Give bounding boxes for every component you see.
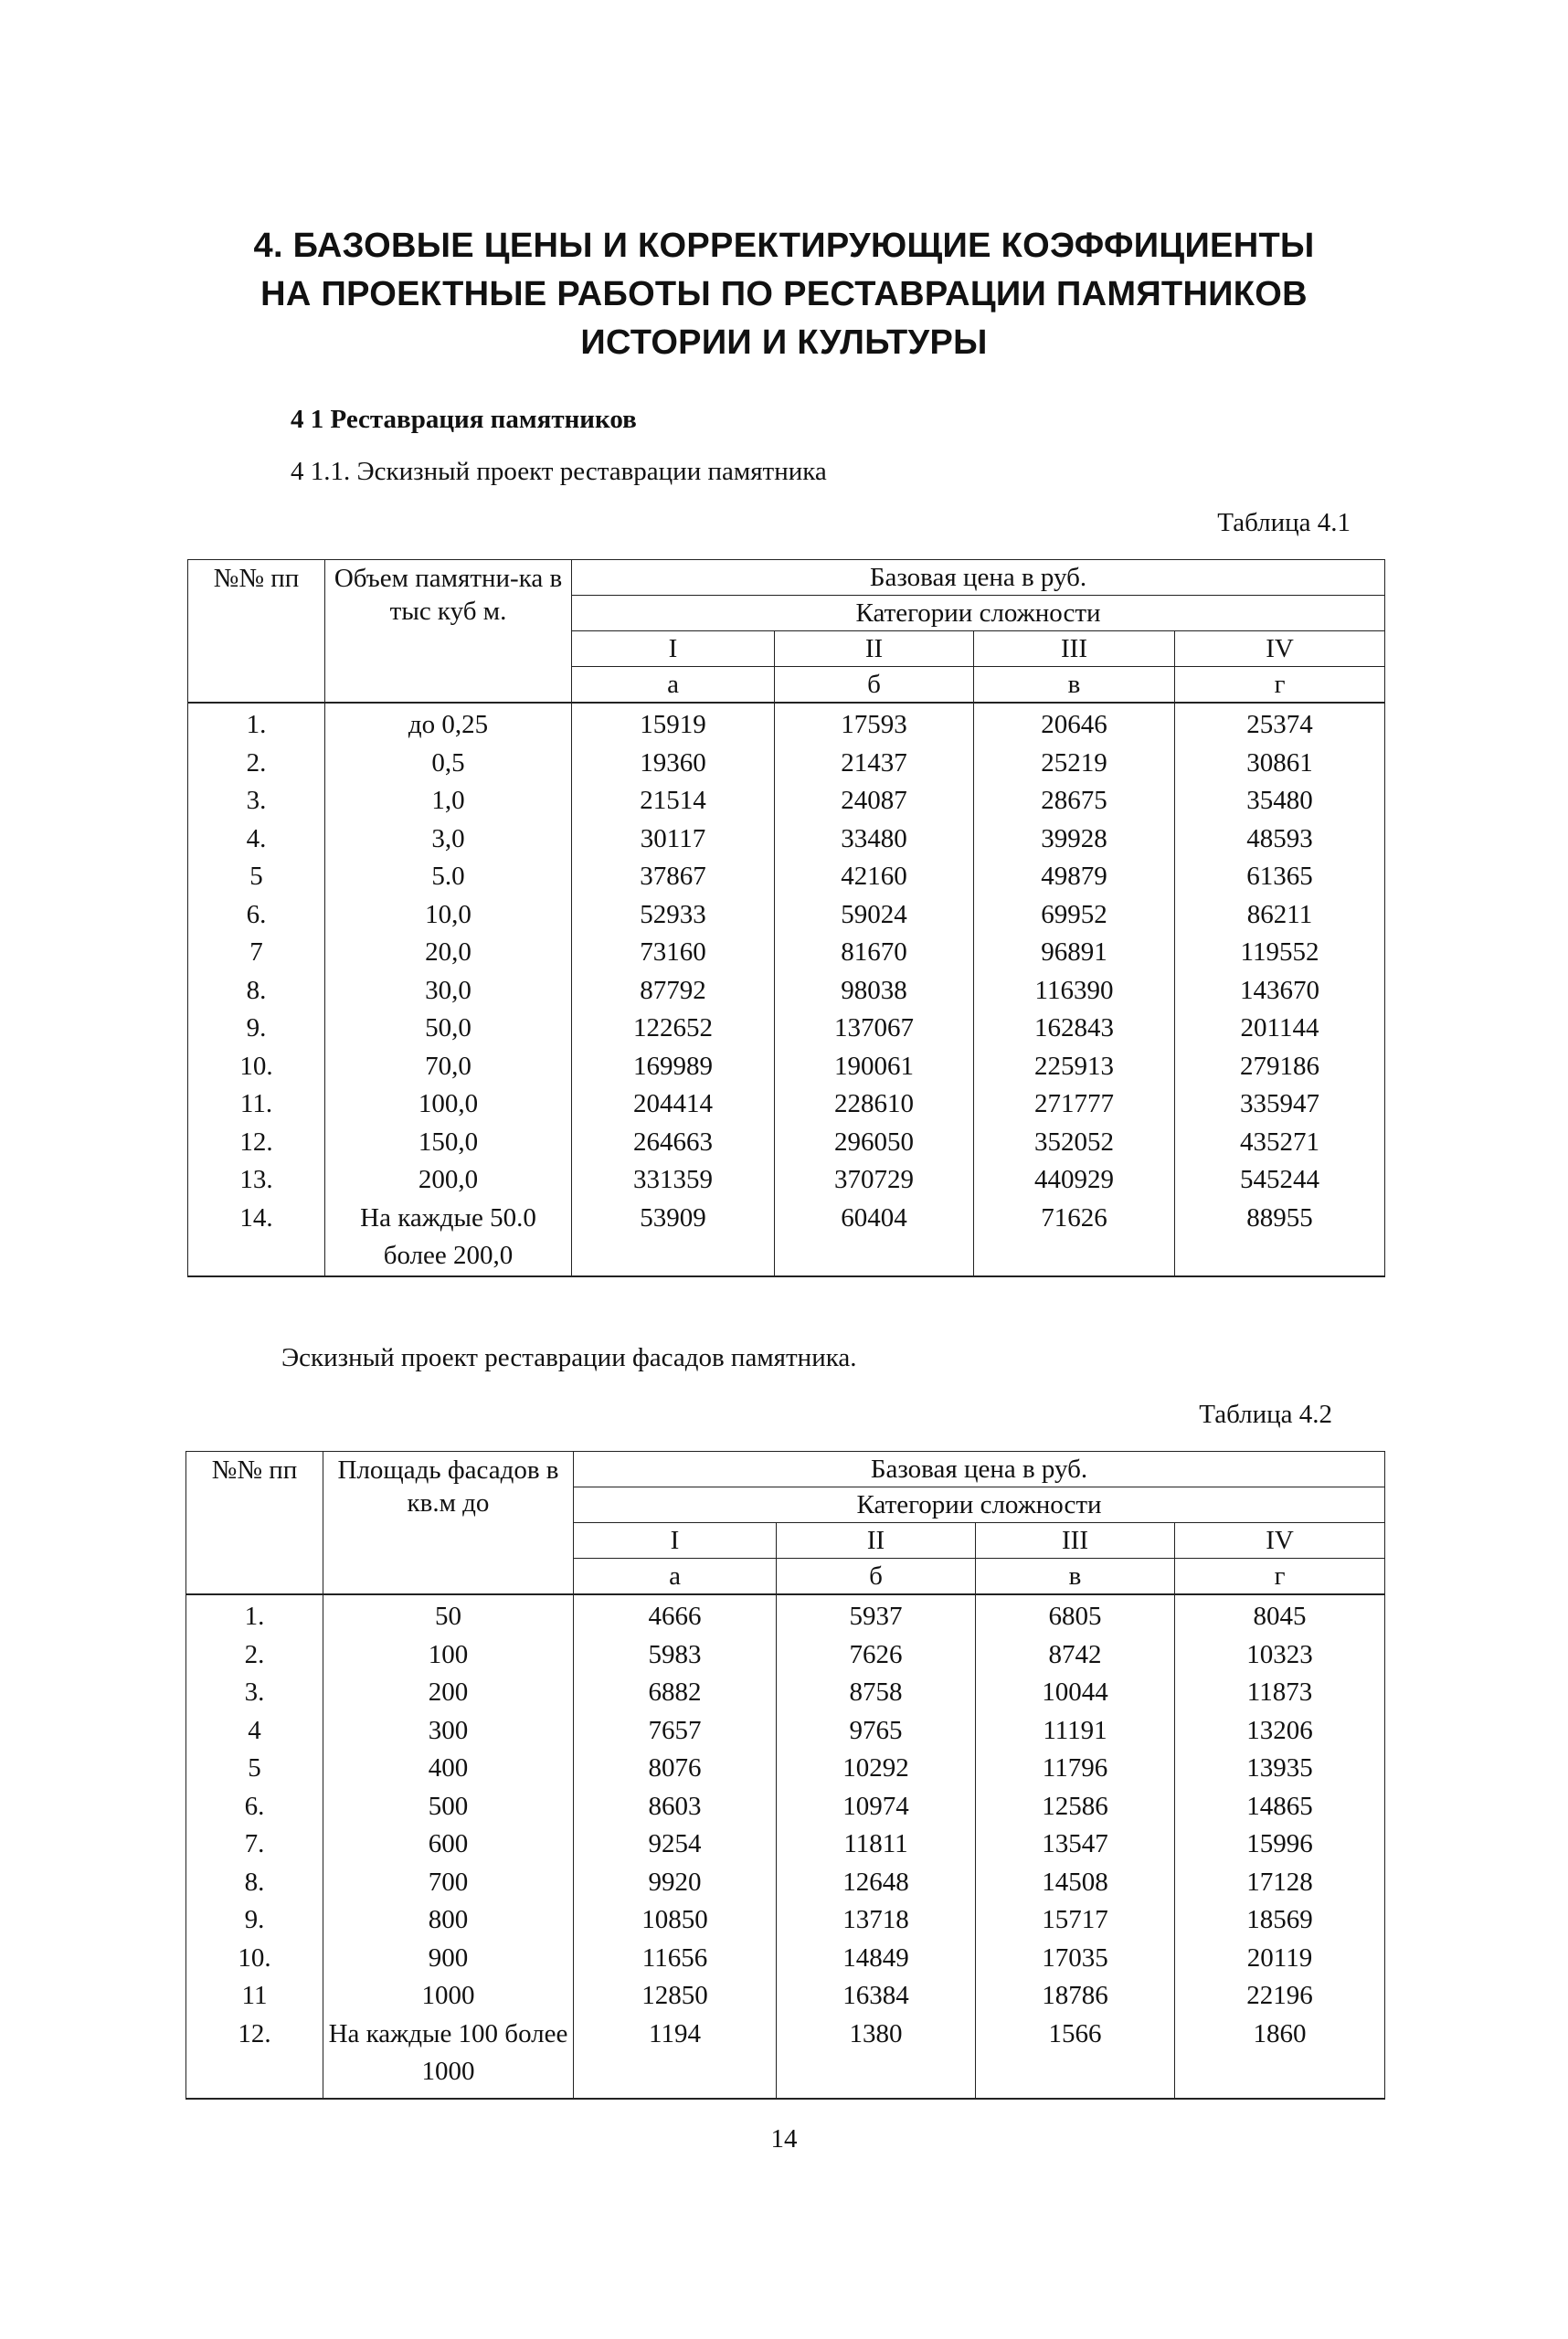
table-cell: 22196 [1175, 1977, 1385, 2016]
table2-category-1: I [574, 1523, 777, 1559]
table-cell: 30,0 [325, 972, 572, 1011]
table-row [188, 1200, 1385, 1276]
subsection-title: 4 1.1. Эскизный проект реставрации памятника [291, 457, 827, 486]
table-cell: 14849 [777, 1940, 976, 1978]
table-row [188, 1085, 1385, 1124]
table2-col-base-price: Базовая цена в руб. [574, 1452, 1385, 1487]
table1-category-letter-1: а [572, 667, 775, 704]
table-cell: 11873 [1175, 1674, 1385, 1712]
table-cell: 21514 [572, 782, 775, 820]
page-number: 14 [770, 2124, 798, 2154]
table-cell: 700 [323, 1864, 574, 1902]
table1-category-letter-3: в [974, 667, 1175, 704]
table-row [186, 2016, 1385, 2099]
table-cell: 10323 [1175, 1636, 1385, 1675]
table1-category-3: III [974, 631, 1175, 667]
table-cell: 17035 [976, 1940, 1175, 1978]
table-cell: 900 [323, 1940, 574, 1978]
table-cell: 20646 [974, 703, 1175, 745]
table-cell: 13935 [1175, 1750, 1385, 1788]
table2-category-letter-1: а [574, 1559, 777, 1595]
table-cell: На каждые 100 более 1000 [323, 2016, 574, 2099]
table-cell: 169989 [572, 1048, 775, 1086]
table-cell: 98038 [775, 972, 974, 1011]
table-cell: 28675 [974, 782, 1175, 820]
table-cell: 69952 [974, 896, 1175, 935]
table-cell: 1000 [323, 1977, 574, 2016]
table-cell: 13. [188, 1161, 325, 1200]
table-cell: 225913 [974, 1048, 1175, 1086]
table-cell: 8045 [1175, 1594, 1385, 1636]
table-row [188, 1124, 1385, 1162]
table-row [188, 782, 1385, 820]
table-cell: 20,0 [325, 934, 572, 972]
table-cell: 5.0 [325, 858, 572, 896]
table2-col-area: Площадь фасадов в кв.м до [323, 1452, 574, 1595]
table-cell: 8758 [777, 1674, 976, 1712]
table-cell: 200,0 [325, 1161, 572, 1200]
table-cell: 7626 [777, 1636, 976, 1675]
table-cell: 7 [188, 934, 325, 972]
table1-caption: Таблица 4.1 [1217, 508, 1351, 537]
table2-category-2: II [777, 1523, 976, 1559]
table-cell: 162843 [974, 1010, 1175, 1048]
table-cell: 13718 [777, 1901, 976, 1940]
table-cell: 11796 [976, 1750, 1175, 1788]
table-cell: 30117 [572, 820, 775, 859]
table2-caption: Таблица 4.2 [1199, 1400, 1332, 1429]
table-cell: 15996 [1175, 1826, 1385, 1864]
table-cell: 48593 [1175, 820, 1385, 859]
table-row [188, 820, 1385, 859]
table-cell: 7. [186, 1826, 323, 1864]
table-cell: 4. [188, 820, 325, 859]
table-cell: 52933 [572, 896, 775, 935]
table-cell: 10,0 [325, 896, 572, 935]
table-cell: На каждые 50.0 более 200,0 [325, 1200, 572, 1276]
table-cell: 11191 [976, 1712, 1175, 1751]
table2-category-letter-4: г [1175, 1559, 1385, 1595]
table-cell: 87792 [572, 972, 775, 1011]
table-cell: 12586 [976, 1788, 1175, 1826]
table2-col-number: №№ пп [186, 1452, 323, 1595]
table-cell: 5937 [777, 1594, 976, 1636]
table-cell: 25219 [974, 745, 1175, 783]
table-cell: 13206 [1175, 1712, 1385, 1751]
table-cell: 49879 [974, 858, 1175, 896]
table-cell: 11. [188, 1085, 325, 1124]
table-cell: 73160 [572, 934, 775, 972]
table1-category-1: I [572, 631, 775, 667]
table-cell: 5 [186, 1750, 323, 1788]
table-cell: 18569 [1175, 1901, 1385, 1940]
table-cell: 100,0 [325, 1085, 572, 1124]
table-row [186, 1750, 1385, 1788]
table-cell: 50 [323, 1594, 574, 1636]
table-cell: 1194 [574, 2016, 777, 2099]
table-cell: 1. [186, 1594, 323, 1636]
table-cell: 21437 [775, 745, 974, 783]
table-cell: 119552 [1175, 934, 1385, 972]
table-cell: 1860 [1175, 2016, 1385, 2099]
table-cell: 10. [188, 1048, 325, 1086]
table-cell: 1. [188, 703, 325, 745]
table-cell: 100 [323, 1636, 574, 1675]
table-cell: 10974 [777, 1788, 976, 1826]
table-cell: 19360 [572, 745, 775, 783]
table-cell: 50,0 [325, 1010, 572, 1048]
table-cell: 11 [186, 1977, 323, 2016]
table-cell: 8603 [574, 1788, 777, 1826]
table-cell: 7657 [574, 1712, 777, 1751]
table-cell: 70,0 [325, 1048, 572, 1086]
table1-category-4: IV [1175, 631, 1385, 667]
table-cell: 11811 [777, 1826, 976, 1864]
table-cell: 2. [186, 1636, 323, 1675]
table-cell: 14. [188, 1200, 325, 1276]
table-cell: 296050 [775, 1124, 974, 1162]
table-row [188, 745, 1385, 783]
table-cell: 59024 [775, 896, 974, 935]
table-row [188, 703, 1385, 745]
table-cell: 61365 [1175, 858, 1385, 896]
table-cell: 4666 [574, 1594, 777, 1636]
table-row [186, 1940, 1385, 1978]
table-row [186, 1594, 1385, 1636]
table-cell: 500 [323, 1788, 574, 1826]
table1-col-volume: Объем памятни-ка в тыс куб м. [325, 560, 572, 704]
table-cell: 122652 [572, 1010, 775, 1048]
table-cell: 3. [186, 1674, 323, 1712]
table-cell: 400 [323, 1750, 574, 1788]
table-cell: 150,0 [325, 1124, 572, 1162]
table2-col-categories: Категории сложности [574, 1487, 1385, 1523]
table-cell: 10. [186, 1940, 323, 1978]
table-cell: 88955 [1175, 1200, 1385, 1276]
table-cell: 335947 [1175, 1085, 1385, 1124]
table-cell: 10044 [976, 1674, 1175, 1712]
table-cell: 190061 [775, 1048, 974, 1086]
table-cell: 6882 [574, 1674, 777, 1712]
table-cell: 81670 [775, 934, 974, 972]
table-cell: 4 [186, 1712, 323, 1751]
table1-col-number: №№ пп [188, 560, 325, 704]
table2-category-letter-2: б [777, 1559, 976, 1595]
table-cell: 8. [186, 1864, 323, 1902]
table-cell: 600 [323, 1826, 574, 1864]
table1-category-2: II [775, 631, 974, 667]
table-cell: 204414 [572, 1085, 775, 1124]
table-cell: 201144 [1175, 1010, 1385, 1048]
table-cell: 9. [186, 1901, 323, 1940]
price-table-4-2 [185, 1451, 1385, 2100]
table1-category-letter-2: б [775, 667, 974, 704]
table-cell: 279186 [1175, 1048, 1385, 1086]
table-cell: 12. [188, 1124, 325, 1162]
table-cell: 800 [323, 1901, 574, 1940]
table-cell: 10850 [574, 1901, 777, 1940]
table-cell: 5 [188, 858, 325, 896]
table-cell: 6. [186, 1788, 323, 1826]
table1-col-categories: Категории сложности [572, 596, 1385, 631]
table-cell: 60404 [775, 1200, 974, 1276]
table-cell: 53909 [572, 1200, 775, 1276]
table-cell: 1,0 [325, 782, 572, 820]
table-cell: 37867 [572, 858, 775, 896]
table-cell: 2. [188, 745, 325, 783]
table2-category-letter-3: в [976, 1559, 1175, 1595]
table-cell: 435271 [1175, 1124, 1385, 1162]
table2-description: Эскизный проект реставрации фасадов памятника. [281, 1343, 857, 1372]
table-cell: 352052 [974, 1124, 1175, 1162]
table-cell: 13547 [976, 1826, 1175, 1864]
table-cell: 1380 [777, 2016, 976, 2099]
table2-category-3: III [976, 1523, 1175, 1559]
table-row [186, 1674, 1385, 1712]
table-cell: 6. [188, 896, 325, 935]
table-cell: 35480 [1175, 782, 1385, 820]
table2-category-4: IV [1175, 1523, 1385, 1559]
table-cell: 0,5 [325, 745, 572, 783]
table-row [186, 1826, 1385, 1864]
table-row [188, 934, 1385, 972]
table-cell: 9920 [574, 1864, 777, 1902]
table-cell: 9765 [777, 1712, 976, 1751]
table-row [188, 1048, 1385, 1086]
table1-category-letter-4: г [1175, 667, 1385, 704]
table-cell: 200 [323, 1674, 574, 1712]
table-cell: 116390 [974, 972, 1175, 1011]
table-row [186, 1636, 1385, 1675]
table-cell: 15717 [976, 1901, 1175, 1940]
table-cell: 11656 [574, 1940, 777, 1978]
table-cell: 10292 [777, 1750, 976, 1788]
heading-line-3: ИСТОРИИ И КУЛЬТУРЫ [580, 323, 988, 362]
table-cell: 16384 [777, 1977, 976, 2016]
table-cell: 3. [188, 782, 325, 820]
table-row [186, 1977, 1385, 2016]
table-cell: 8. [188, 972, 325, 1011]
table-cell: 12648 [777, 1864, 976, 1902]
price-table-4-1 [187, 559, 1385, 1277]
heading-line-2: НА ПРОЕКТНЫЕ РАБОТЫ ПО РЕСТАВРАЦИИ ПАМЯТНИКОВ [260, 275, 1308, 313]
table1-col-base-price: Базовая цена в руб. [572, 560, 1385, 596]
document-heading [137, 222, 1431, 367]
table-cell: 12850 [574, 1977, 777, 2016]
table-cell: 86211 [1175, 896, 1385, 935]
table-cell: 96891 [974, 934, 1175, 972]
table-cell: 370729 [775, 1161, 974, 1200]
table-cell: 8076 [574, 1750, 777, 1788]
table-cell: 228610 [775, 1085, 974, 1124]
table-row [186, 1864, 1385, 1902]
table-row [188, 1161, 1385, 1200]
table-row [188, 972, 1385, 1011]
table-cell: 6805 [976, 1594, 1175, 1636]
table-cell: 8742 [976, 1636, 1175, 1675]
table-cell: 20119 [1175, 1940, 1385, 1978]
table-cell: 12. [186, 2016, 323, 2099]
table-cell: 17593 [775, 703, 974, 745]
table-cell: 5983 [574, 1636, 777, 1675]
table-cell: 15919 [572, 703, 775, 745]
heading-line-1: 4. БАЗОВЫЕ ЦЕНЫ И КОРРЕКТИРУЮЩИЕ КОЭФФИЦИЕНТЫ [253, 227, 1315, 265]
table-cell: 1566 [976, 2016, 1175, 2099]
table-cell: 440929 [974, 1161, 1175, 1200]
section-title: 4 1 Реставрация памятников [291, 405, 637, 434]
table-cell: 137067 [775, 1010, 974, 1048]
table-row [188, 1010, 1385, 1048]
table-cell: 18786 [976, 1977, 1175, 2016]
table-cell: 264663 [572, 1124, 775, 1162]
table-cell: 545244 [1175, 1161, 1385, 1200]
table-cell: 39928 [974, 820, 1175, 859]
table-row [186, 1901, 1385, 1940]
table-cell: 71626 [974, 1200, 1175, 1276]
table-row [186, 1712, 1385, 1751]
table-cell: 17128 [1175, 1864, 1385, 1902]
table-cell: 24087 [775, 782, 974, 820]
table-cell: 143670 [1175, 972, 1385, 1011]
table-cell: 271777 [974, 1085, 1175, 1124]
table-cell: 9. [188, 1010, 325, 1048]
table-cell: 3,0 [325, 820, 572, 859]
table-cell: 30861 [1175, 745, 1385, 783]
table-cell: 300 [323, 1712, 574, 1751]
table-cell: 14865 [1175, 1788, 1385, 1826]
table-cell: 331359 [572, 1161, 775, 1200]
table-cell: 25374 [1175, 703, 1385, 745]
table-cell: 42160 [775, 858, 974, 896]
table-cell: 14508 [976, 1864, 1175, 1902]
table-cell: 33480 [775, 820, 974, 859]
table-cell: 9254 [574, 1826, 777, 1864]
table-row [188, 896, 1385, 935]
table-row [186, 1788, 1385, 1826]
table-row [188, 858, 1385, 896]
table-cell: до 0,25 [325, 703, 572, 745]
